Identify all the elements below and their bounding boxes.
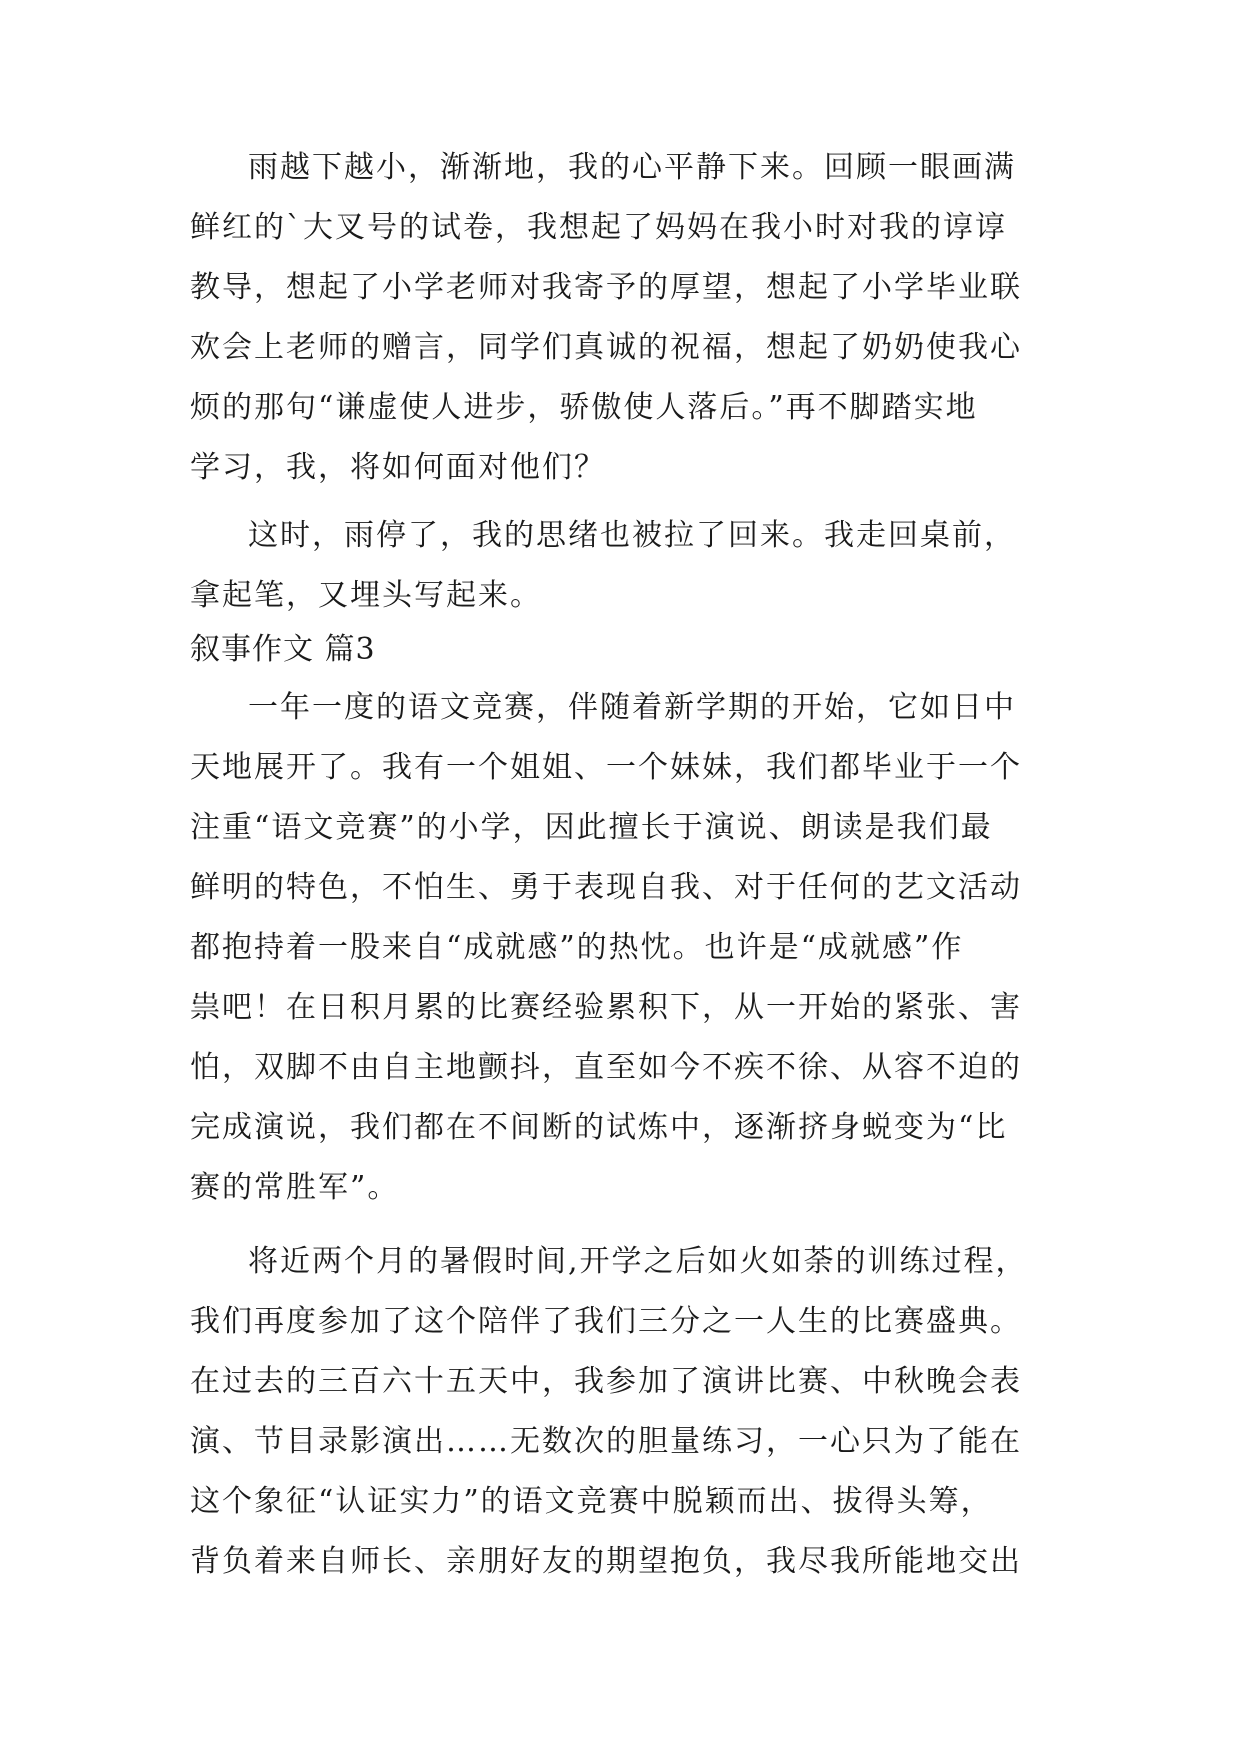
paragraph-line: 我们再度参加了这个陪伴了我们三分之一人生的比赛盛典。 (190, 1304, 1022, 1339)
paragraph-line: 怕，双脚不由自主地颤抖，直至如今不疾不徐、从容不迫的 (190, 1050, 1022, 1085)
paragraph-line: 鲜明的特色，不怕生、勇于表现自我、对于任何的艺文活动 (190, 870, 1022, 905)
paragraph-line: 教导，想起了小学老师对我寄予的厚望，想起了小学毕业联 (190, 270, 1022, 305)
paragraph-line: 雨越下越小，渐渐地，我的心平静下来。回顾一眼画满 (248, 150, 1016, 185)
paragraph-line: 烦的那句“谦虚使人进步，骄傲使人落后。”再不脚踏实地 (190, 390, 978, 425)
paragraph-line: 在过去的三百六十五天中，我参加了演讲比赛、中秋晚会表 (190, 1364, 1022, 1399)
paragraph-line: 赛的常胜军”。 (190, 1170, 400, 1205)
paragraph-line: 将近两个月的暑假时间,开学之后如火如荼的训练过程， (248, 1244, 1028, 1279)
paragraph-line: 这时，雨停了，我的思绪也被拉了回来。我走回桌前， (248, 518, 1016, 553)
paragraph-line: 欢会上老师的赠言，同学们真诚的祝福，想起了奶奶使我心 (190, 330, 1022, 365)
paragraph-line: 都抱持着一股来自“成就感”的热忱。也许是“成就感”作 (190, 930, 964, 965)
paragraph-line: 学习，我，将如何面对他们？ (190, 450, 606, 485)
paragraph-line: 完成演说，我们都在不间断的试炼中，逐渐挤身蜕变为“比 (190, 1110, 1008, 1145)
paragraph-line: 天地展开了。我有一个姐姐、一个妹妹，我们都毕业于一个 (190, 750, 1022, 785)
paragraph-line: 拿起笔，又埋头写起来。 (190, 578, 542, 613)
paragraph-line: 祟吧！在日积月累的比赛经验累积下，从一开始的紧张、害 (190, 990, 1022, 1025)
paragraph-line: 演、节目录影演出……无数次的胆量练习，一心只为了能在 (190, 1424, 1022, 1459)
paragraph-line: 一年一度的语文竞赛，伴随着新学期的开始，它如日中 (248, 690, 1016, 725)
paragraph-line: 鲜红的`大叉号的试卷，我想起了妈妈在我小时对我的谆谆 (190, 210, 1007, 245)
paragraph-line: 背负着来自师长、亲朋好友的期望抱负，我尽我所能地交出 (190, 1544, 1022, 1579)
paragraph-line: 这个象征“认证实力”的语文竞赛中脱颖而出、拔得头筹， (190, 1484, 993, 1519)
section-heading: 叙事作文 篇3 (190, 632, 376, 667)
paragraph-line: 注重“语文竞赛”的小学，因此擅长于演说、朗读是我们最 (190, 810, 993, 845)
